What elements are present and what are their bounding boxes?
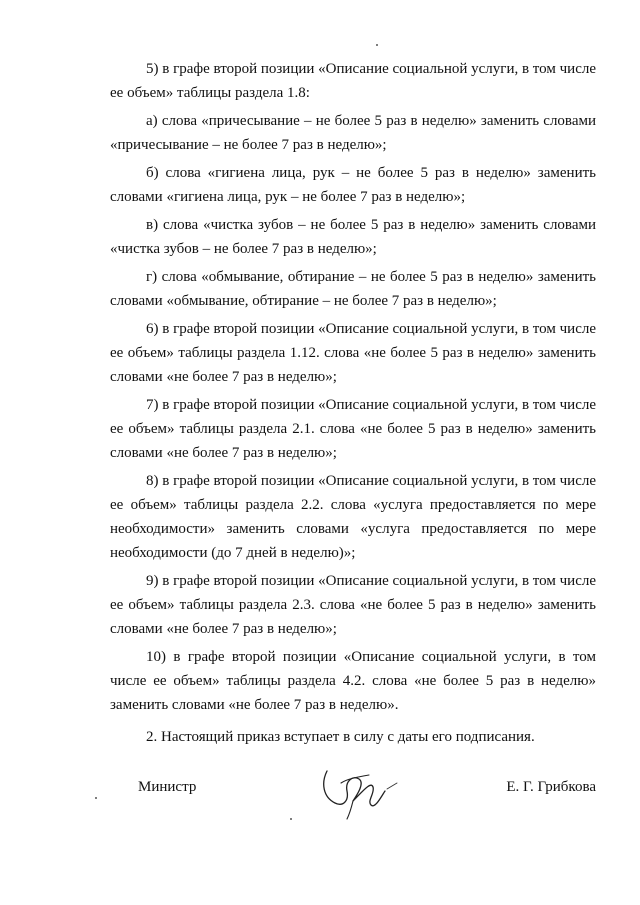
scan-speck — [290, 818, 292, 820]
handwritten-signature — [313, 761, 403, 821]
paragraph-item-9: 9) в графе второй позиции «Описание социальной услуги, в том числе ее объем» таблицы раздела 2.3. слова «не более 5 раз в неделю» заменить словами «не более 7 раз в неделю»; — [110, 573, 596, 637]
paragraph-item-7: 7) в графе второй позиции «Описание социальной услуги, в том числе ее объем» таблицы раздела 2.1. слова «не более 5 раз в неделю» заменить словами «не более 7 раз в неделю»; — [110, 397, 596, 461]
scan-speck — [376, 44, 378, 46]
signatory-name: Е. Г. Грибкова — [506, 779, 596, 795]
paragraph-subitem-b: б) слова «гигиена лица, рук – не более 5 раз в неделю» заменить словами «гигиена лица, рук – не более 7 раз в неделю»; — [110, 165, 596, 205]
paragraph-item-6: 6) в графе второй позиции «Описание социальной услуги, в том числе ее объем» таблицы раздела 1.12. слова «не более 5 раз в неделю» заменить словами «не более 7 раз в неделю»; — [110, 321, 596, 385]
paragraph-subitem-v: в) слова «чистка зубов – не более 5 раз в неделю» заменить словами «чистка зубов – не более 7 раз в неделю»; — [110, 217, 596, 257]
signatory-title: Министр — [138, 779, 197, 795]
signature-block — [138, 775, 596, 815]
paragraph-subitem-a: а) слова «причесывание – не более 5 раз в неделю» заменить словами «причесывание – не более 7 раз в неделю»; — [110, 113, 596, 153]
paragraph-item-5: 5) в графе второй позиции «Описание социальной услуги, в том числе ее объем» таблицы раздела 1.8: — [110, 61, 596, 101]
paragraph-item-10: 10) в графе второй позиции «Описание социальной услуги, в том числе ее объем» таблицы раздела 4.2. слова «не более 5 раз в неделю» заменить словами «не более 7 раз в неделю». — [110, 649, 596, 713]
document-body — [110, 57, 596, 749]
scan-speck — [95, 797, 97, 799]
paragraph-effective-date: 2. Настоящий приказ вступает в силу с даты его подписания. — [146, 729, 535, 745]
paragraph-item-8: 8) в графе второй позиции «Описание социальной услуги, в том числе ее объем» таблицы раздела 2.2. слова «услуга предоставляется по мере необходимости» заменить словами «услуга предоставляется по мере необходимости (до 7 дней в неделю)»; — [110, 473, 596, 561]
paragraph-subitem-g: г) слова «обмывание, обтирание – не более 5 раз в неделю» заменить словами «обмывание, обтирание – не более 7 раз в неделю»; — [110, 269, 596, 309]
